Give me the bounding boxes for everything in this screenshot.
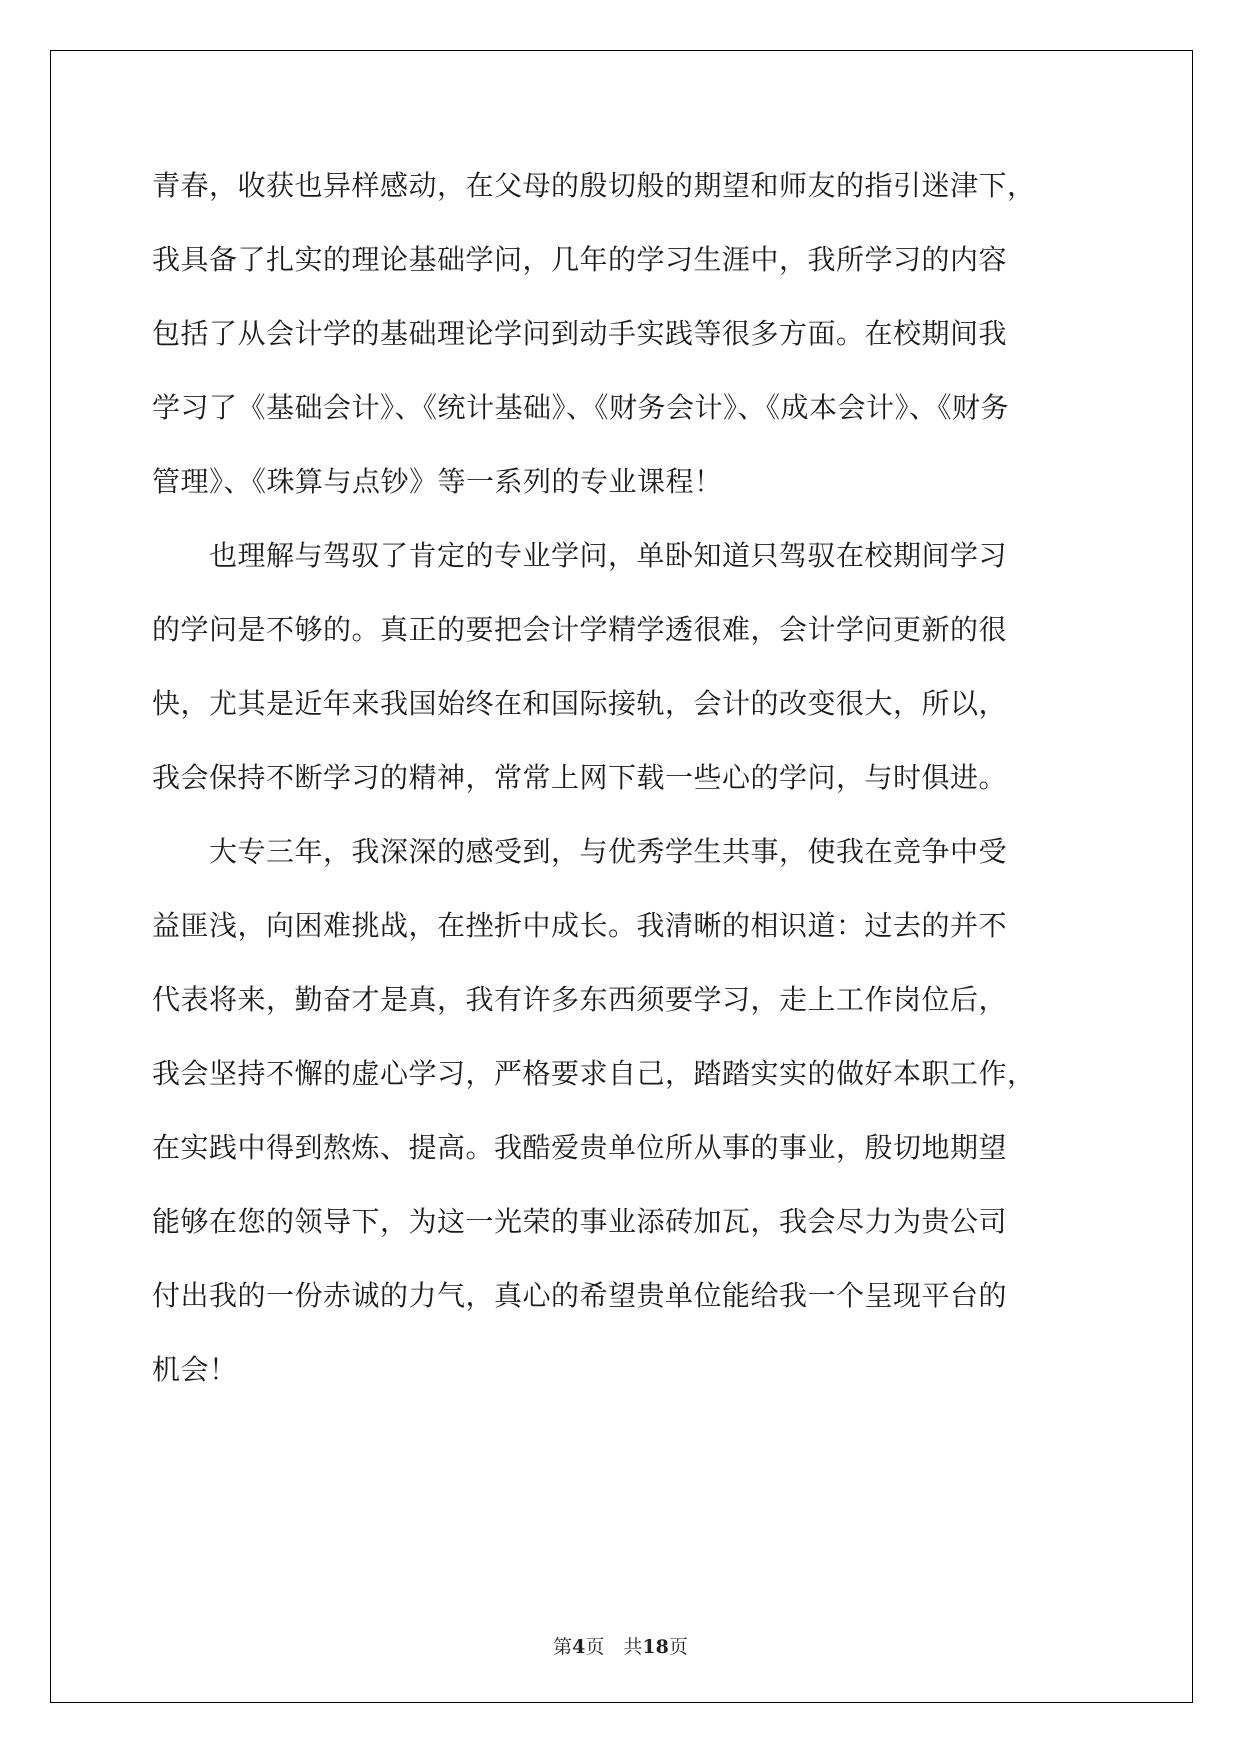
text-line: 代表将来，勤奋才是真，我有许多东西须要学习，走上工作岗位后， [152, 983, 1008, 1016]
total-prefix: 共 [623, 1636, 643, 1658]
text-line: 快，尤其是近年来我国始终在和国际接轨，会计的改变很大，所以， [152, 687, 1008, 720]
text-line: 益匪浅，向困难挑战，在挫折中成长。我清晰的相识道：过去的并不 [152, 909, 1008, 942]
text-line: 我会保持不断学习的精神，常常上网下载一些心的学问，与时俱进。 [152, 761, 1008, 794]
total-pages: 18 [642, 1636, 669, 1658]
text-line: 能够在您的领导下，为这一光荣的事业添砖加瓦，我会尽力为贵公司 [152, 1205, 1008, 1238]
total-suffix: 页 [668, 1636, 688, 1658]
text-line: 在实践中得到熬炼、提高。我酷爱贵单位所从事的事业，殷切地期望 [152, 1131, 1008, 1164]
text-line: 包括了从会计学的基础理论学问到动手实践等很多方面。在校期间我 [152, 317, 1008, 350]
page-border [50, 50, 1193, 1703]
text-line: 管理》、《珠算与点钞》等一系列的专业课程！ [152, 465, 723, 498]
page-footer [0, 1632, 1241, 1659]
text-line: 我具备了扎实的理论基础学问，几年的学习生涯中，我所学习的内容 [152, 243, 1008, 276]
page-number: 4 [572, 1636, 586, 1658]
text-line: 我会坚持不懈的虚心学习，严格要求自己，踏踏实实的做好本职工作， [152, 1057, 1036, 1090]
text-line: 机会！ [152, 1353, 238, 1386]
text-line: 也理解与驾驭了肯定的专业学问，单卧知道只驾驭在校期间学习 [152, 539, 1008, 572]
page-suffix: 页 [585, 1636, 605, 1658]
page-prefix: 第 [553, 1636, 573, 1658]
text-line: 的学问是不够的。真正的要把会计学精学透很难，会计学问更新的很 [152, 613, 1008, 646]
text-line: 大专三年，我深深的感受到，与优秀学生共事，使我在竞争中受 [152, 835, 1008, 868]
text-line: 学习了《基础会计》、《统计基础》、《财务会计》、《成本会计》、《财务 [152, 391, 1010, 424]
text-line: 青春，收获也异样感动，在父母的殷切般的期望和师友的指引迷津下， [152, 169, 1036, 202]
text-line: 付出我的一份赤诚的力气，真心的希望贵单位能给我一个呈现平台的 [152, 1279, 1008, 1312]
